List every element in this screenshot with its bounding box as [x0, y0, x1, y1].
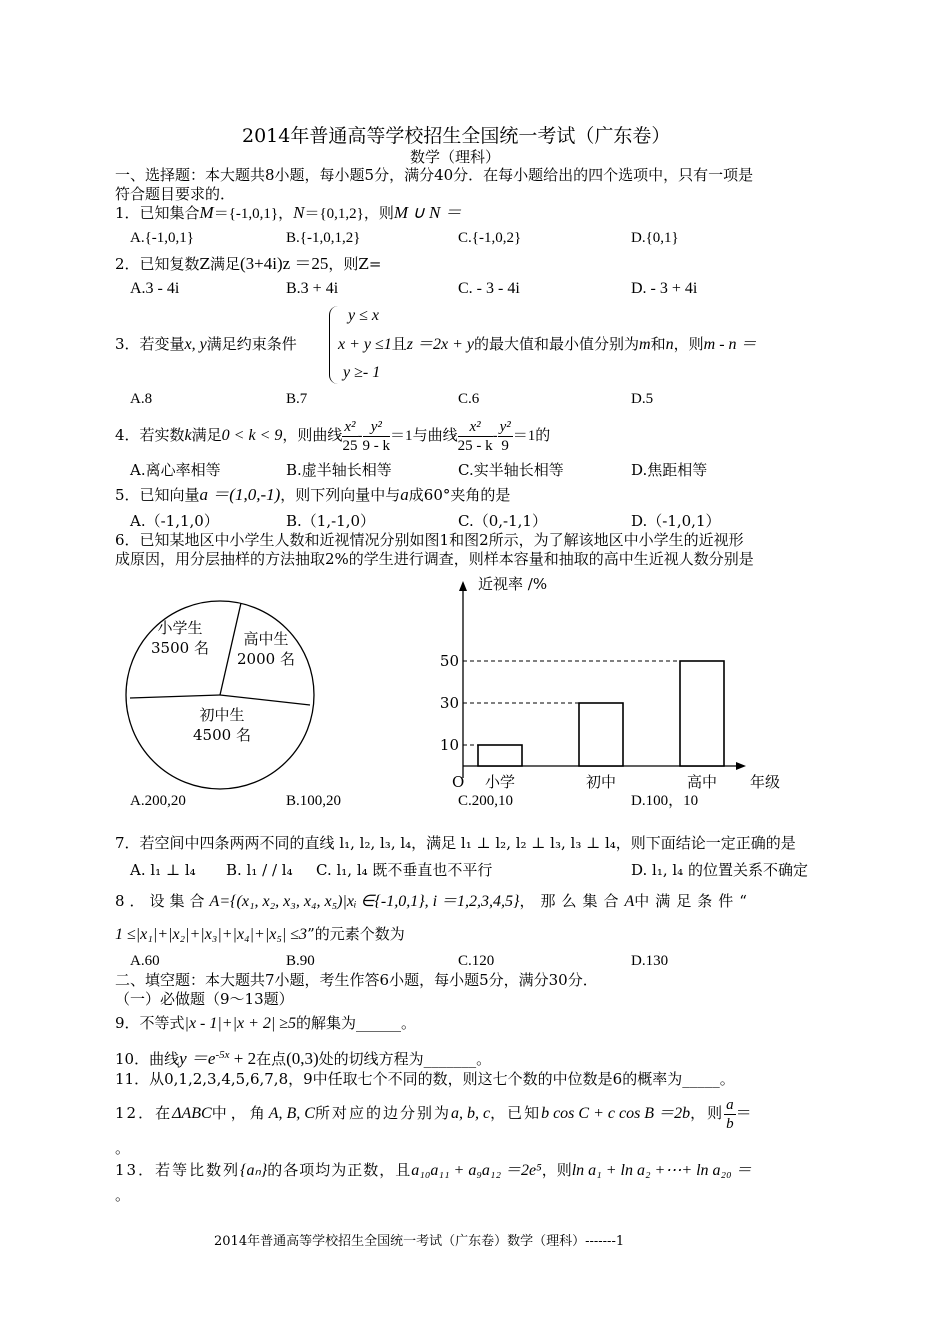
q1-stem	[115, 204, 462, 223]
q10-expr2: + 2	[229, 1049, 257, 1068]
q12-end: 。	[115, 1139, 131, 1157]
q3-option-b: B.7	[286, 391, 308, 407]
q1-M: M	[199, 203, 214, 222]
q5-option-a: A.（-1,1,0）	[130, 512, 219, 530]
q3-objective: z ＝2x + y	[406, 336, 475, 353]
section2-intro: 二、填空题：本大题共7小题，考生作答6小题，每小题5分，满分30分．	[115, 971, 598, 989]
q5-option-b: B.（1,-1,0）	[286, 512, 376, 530]
q5-stem	[115, 486, 510, 504]
q12-equation: b cos C + c cos B ＝2b	[541, 1105, 691, 1122]
q4-frac1-den: 25	[342, 437, 358, 454]
q4-stem	[115, 415, 550, 456]
q13-end: 。	[115, 1186, 131, 1204]
q2-option-c: C. - 3 - 4i	[458, 280, 520, 297]
q13-then: ，则	[541, 1161, 572, 1179]
q8-option-b: B.90	[286, 953, 315, 969]
q1-union: M ∪ N ＝	[393, 203, 462, 222]
q4-minus2: -	[492, 428, 498, 444]
q3-text: 3．若变量	[115, 335, 185, 353]
q10-text: 10．曲线	[115, 1050, 180, 1068]
pie-count-primary: 3500 名	[151, 639, 209, 657]
q2-option-a: A.3 - 4i	[130, 280, 180, 297]
pie-count-junior: 4500 名	[193, 726, 251, 744]
section1-intro-cont: 符合题目要求的．	[115, 185, 236, 203]
q8-line2	[115, 925, 405, 944]
bar-chart-bars	[440, 652, 724, 791]
q3-question: 的最大值和最小值分别为	[474, 335, 640, 353]
bar-chart-ylabel: 近视率 /%	[478, 575, 548, 593]
q3-constraint-1: y ≤ x	[348, 307, 379, 324]
y-tick-label: 30	[440, 694, 459, 712]
q4-frac3-den: 25 - k	[457, 437, 493, 454]
q13-cond: 的各项均为正数，且	[267, 1161, 412, 1179]
q4-curve1: ，则曲线	[282, 426, 343, 444]
q12-text: 12．在	[115, 1104, 173, 1122]
q5-mid: ，则下列向量中与	[280, 486, 401, 504]
q4-frac4-num: y²	[499, 418, 511, 435]
q10-at: 在点	[256, 1050, 287, 1068]
q3-diff: m - n ＝	[703, 336, 757, 353]
q8-tail: ”的元素个数为	[307, 925, 405, 943]
q3-ze: ，则	[673, 335, 704, 353]
bar-初中	[579, 703, 623, 766]
pie-chart	[120, 580, 320, 810]
q4-range: 0 < k < 9	[221, 427, 283, 444]
q13-stem	[115, 1161, 752, 1180]
bar-chart-x-arrow	[736, 762, 746, 770]
q6-option-c: C.200,10	[458, 793, 514, 809]
q5-option-c: C.（0,-1,1）	[458, 512, 547, 530]
q3-brace	[329, 306, 338, 384]
q9-expr: |x - 1|+|x + 2| ≥5	[184, 1015, 297, 1032]
q1-option-b: B.{-1,0,1,2}	[286, 230, 361, 246]
x-category-label: 小学	[484, 773, 516, 791]
q4-option-a: A.离心率相等	[130, 461, 221, 479]
y-tick-label: 10	[440, 736, 459, 754]
q13-text: 13．若等比数列	[115, 1161, 241, 1179]
pie-count-senior: 2000 名	[237, 650, 295, 668]
q1-Nset: ＝{0,1,2}，则	[304, 206, 394, 222]
q4-option-c: C.实半轴长相等	[458, 461, 564, 479]
q4-frac2-num: y²	[363, 418, 391, 437]
q8-then: ，那么集合	[519, 892, 625, 910]
q5-text: 5．已知向量	[115, 486, 200, 504]
q1-option-d: D.{0,1}	[631, 230, 679, 246]
q12-sides-label: 所对应的边分别为	[314, 1104, 451, 1122]
q12-frac-num: a	[726, 1096, 734, 1113]
bar-chart-xlabel: 年级	[750, 773, 780, 791]
page-title: 2014年普通高等学校招生全国统一考试（广东卷）	[242, 125, 671, 147]
q10-tail: 处的切线方程为_______。	[318, 1050, 492, 1068]
q2-expr: (3+4i)z ＝25	[239, 254, 329, 273]
q3-constraint-2: x + y ≤1	[338, 336, 392, 353]
q3-vars: x, y	[184, 336, 207, 353]
q4-eq1: ＝1	[390, 428, 413, 444]
q12-frac-den: b	[726, 1115, 734, 1132]
q4-with: 与曲线	[412, 426, 458, 444]
q4-frac3	[458, 418, 493, 455]
q3-n: n	[665, 336, 674, 353]
q8-inequality: 1 ≤|x₁|+|x₂|+|x₃|+|x₄|+|x₅| ≤3	[115, 926, 308, 943]
q3-option-a: A.8	[130, 391, 153, 407]
q12-sides: a, b, c	[450, 1105, 491, 1122]
bar-高中	[680, 661, 724, 766]
q8-option-a: A.60	[130, 953, 160, 969]
q12-triangle: ΔABC	[172, 1105, 212, 1122]
q8-A: A=	[209, 893, 231, 910]
pie-label-senior: 高中生	[243, 630, 289, 648]
q6-option-b: B.100,20	[286, 793, 342, 809]
pie-label-junior: 初中生	[199, 706, 245, 724]
q4-frac1	[342, 418, 357, 455]
q8-set: {(x₁, x₂, x₃, x₄, x₅)|xᵢ ∈{-1,0,1}, i ＝1,2,3,4,5}	[230, 893, 520, 910]
q13-seq: {aₙ}	[240, 1162, 268, 1179]
q12-angles-label: 中，角	[211, 1104, 269, 1122]
q10-exponent: -5x	[215, 1049, 230, 1061]
q4-option-d: D.焦距相等	[631, 461, 708, 479]
q4-frac4	[498, 418, 513, 455]
page-subtitle: 数学（理科）	[410, 148, 501, 166]
q11-stem: 11．从0,1,2,3,4,5,6,7,8，9中任取七个不同的数，则这七个数的中位数是6的概率为_____。	[115, 1070, 735, 1088]
q3-option-c: C.6	[458, 391, 480, 407]
q2-option-b: B.3 + 4i	[286, 280, 339, 297]
q8-text: 8．设集合	[115, 892, 210, 910]
q3-option-d: D.5	[631, 391, 654, 407]
q2-stem	[115, 255, 381, 273]
q8-option-d: D.130	[631, 953, 669, 969]
q2-tail: ，则Z=	[328, 255, 382, 273]
section2-sub: （一）必做题（9～13题）	[115, 990, 294, 1008]
q10-expr: y ＝e	[179, 1049, 216, 1068]
q5-tail: 成60°夹角的是	[408, 486, 511, 504]
q10-point: (0,3)	[286, 1049, 319, 1068]
y-tick-label: 50	[440, 652, 459, 670]
q9-text: 9．不等式	[115, 1014, 185, 1032]
q1-option-c: C.{-1,0,2}	[458, 230, 522, 246]
q3-stem	[115, 335, 297, 354]
q13-equation: a₁₀a₁₁ + a₉a₁₂ ＝2e⁵	[411, 1162, 542, 1179]
q3-line2	[338, 335, 757, 354]
q2-text: 2．已知复数Z满足	[115, 255, 240, 273]
q1-N: N	[293, 203, 305, 222]
q9-stem	[115, 1014, 416, 1033]
q3-mid: 满足约束条件	[206, 335, 297, 353]
pie-slice-border-3	[130, 695, 220, 698]
q10-stem	[115, 1046, 491, 1068]
q5-vec: a ＝(1,0,-1)	[199, 485, 281, 504]
q7-stem: 7．若空间中四条两两不同的直线 l₁, l₂, l₃, l₄，满足 l₁ ⊥ l₂, l₂ ⊥ l₃, l₃ ⊥ l₄，则下面结论一定正确的是	[115, 834, 796, 852]
q6-option-a: A.200,20	[130, 793, 186, 809]
q3-m: m	[639, 336, 651, 353]
bar-chart	[440, 575, 780, 795]
q1-option-a: A.{-1,0,1}	[130, 230, 194, 246]
q7-option-c: C. l₁, l₄ 既不垂直也不平行	[316, 861, 493, 879]
q12-equals: ＝	[735, 1105, 752, 1122]
bar-chart-y-arrow	[459, 581, 467, 591]
q6-option-d: D.100，10	[631, 793, 699, 809]
page-footer: 2014年普通高等学校招生全国统一考试（广东卷）数学（理科）-------1	[214, 1234, 625, 1249]
bar-chart-origin: O	[452, 773, 465, 791]
q3-constraint-3: y ≥- 1	[343, 364, 381, 381]
x-category-label: 高中	[686, 773, 718, 791]
pie-slice-border-1	[220, 603, 241, 695]
q4-minus1: -	[357, 428, 363, 444]
q5-a: a	[400, 485, 409, 504]
q3-he: 和	[650, 335, 666, 353]
q4-option-b: B.虚半轴长相等	[286, 461, 392, 479]
q4-k: k	[184, 427, 192, 444]
bar-小学	[478, 745, 522, 766]
q8-option-c: C.120	[458, 953, 495, 969]
q7-option-b: B. l₁ / / l₄	[226, 861, 293, 879]
q4-frac1-num: x²	[344, 418, 356, 435]
q7-option-d: D. l₁, l₄ 的位置关系不确定	[631, 861, 808, 879]
x-category-label: 初中	[585, 773, 617, 791]
q4-frac3-num: x²	[458, 418, 493, 437]
q5-option-d: D.（-1,0,1）	[631, 512, 721, 530]
q3-and: 且	[391, 335, 407, 353]
q12-given: ，已知	[490, 1104, 542, 1122]
q9-tail: 的解集为______。	[296, 1014, 417, 1032]
q7-option-a: A. l₁ ⊥ l₄	[130, 861, 196, 879]
q12-stem	[115, 1092, 752, 1135]
q12-frac	[724, 1096, 736, 1133]
pie-label-primary: 小学生	[157, 619, 203, 637]
q12-angles: A, B, C	[268, 1105, 315, 1122]
q6-line1: 6．已知某地区中小学生人数和近视情况分别如图1和图2所示，为了解该地区中小学生的近视形	[115, 531, 744, 549]
q4-cond: 满足	[191, 426, 222, 444]
q4-eq2: ＝1	[512, 428, 536, 444]
q4-frac2	[363, 418, 391, 455]
q1-Mset: ＝{-1,0,1}，	[213, 206, 294, 222]
q2-option-d: D. - 3 + 4i	[631, 280, 698, 297]
q8-line1	[115, 892, 753, 911]
q6-line2: 成原因，用分层抽样的方法抽取2%的学生进行调查，则样本容量和抽取的高中生近视人数分别是	[115, 550, 754, 568]
pie-slice-border-2	[220, 695, 310, 705]
q4-frac2-den: 9 - k	[362, 437, 391, 454]
q4-frac4-den: 9	[501, 437, 509, 454]
section1-intro: 一、选择题：本大题共8小题，每小题5分，满分40分．在每小题给出的四个选项中，只有一项是	[115, 166, 754, 184]
q8-A2: A	[624, 893, 635, 910]
q13-sum: ln a₁ + ln a₂ +⋯+ ln a₂₀ ＝	[571, 1162, 752, 1179]
q12-then: ，则	[690, 1104, 725, 1122]
q1-text: 1．已知集合	[115, 204, 200, 222]
q4-tail: 的	[535, 426, 551, 444]
q8-cond: 中满足条件“	[634, 892, 753, 910]
q4-text: 4．若实数	[115, 426, 185, 444]
